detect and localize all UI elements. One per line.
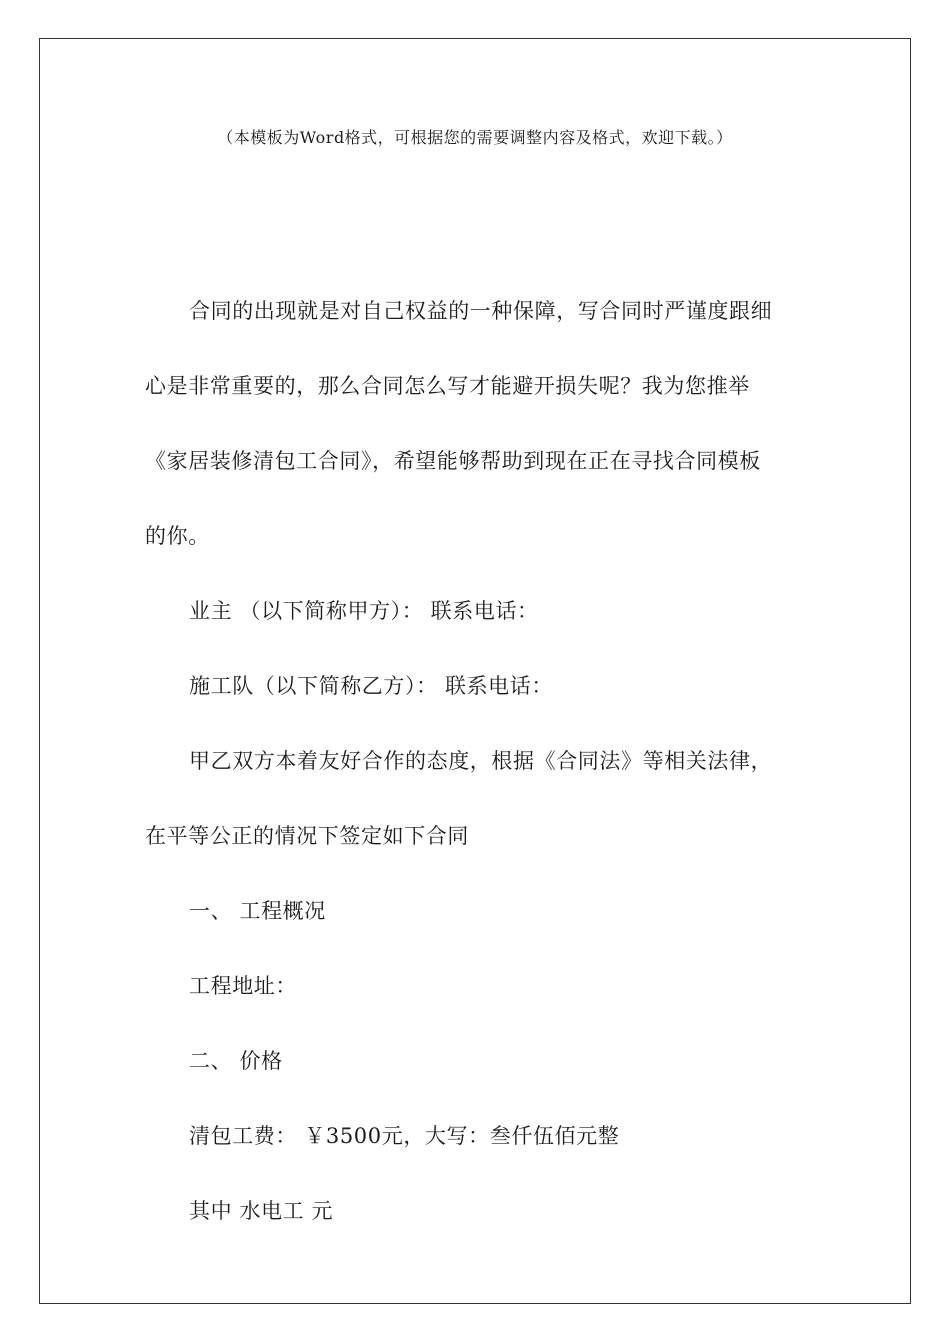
labor-fee-line: 清包工费： ￥3500元，大写：叁仟伍佰元整 [189,1124,620,1148]
section-1-heading: 一、 工程概况 [189,899,326,923]
party-a-line: 业主 （以下简称甲方）： 联系电话： [189,599,539,623]
intro-paragraph-line-1: 合同的出现就是对自己权益的一种保障，写合同时严谨度跟细 [189,299,773,323]
agreement-line-2: 在平等公正的情况下签定如下合同 [145,824,469,848]
agreement-line-1: 甲乙双方本着友好合作的态度，根据《合同法》等相关法律， [189,749,773,773]
document-body [145,274,815,1249]
intro-paragraph-line-2: 心是非常重要的，那么合同怎么写才能避开损失呢？我为您推举 [145,374,750,398]
party-b-line: 施工队（以下简称乙方）： 联系电话： [189,674,553,698]
template-note: （本模板为Word格式，可根据您的需要调整内容及格式，欢迎下载。） [217,128,733,147]
plumbing-electrical-line: 其中 水电工 元 [189,1199,334,1223]
project-address-line: 工程地址： [189,974,297,998]
intro-paragraph-line-4: 的你。 [145,524,210,548]
section-2-heading: 二、 价格 [189,1049,283,1073]
intro-paragraph-line-3: 《家居装修清包工合同》，希望能够帮助到现在正在寻找合同模板 [145,449,761,473]
